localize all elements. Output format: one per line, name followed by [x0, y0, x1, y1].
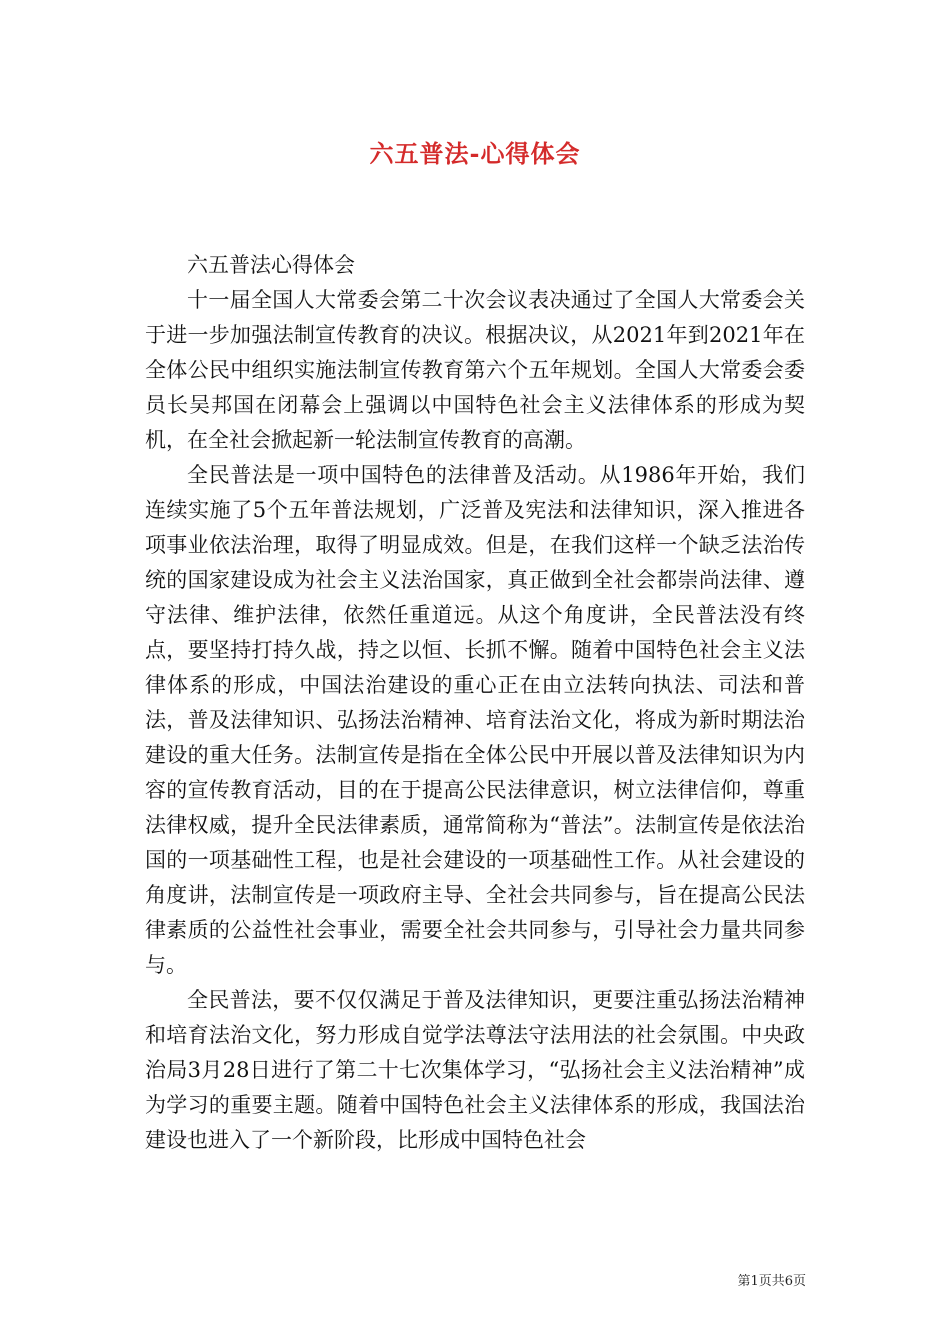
page-number: 第1页共6页: [737, 1274, 806, 1289]
paragraph-2: 全民普法是一项中国特色的法律普及活动。从1986年开始，我们连续实施了5个五年普法规划，广泛普及宪法和法律知识，深入推进各项事业依法治理，取得了明显成效。但是，在我们这样一个缺乏法治传统的国家建设成为社会主义法治国家，真正做到全社会都崇尚法律、遵守法律、维护法律，依然任重道远。从这个角度讲，全民普法没有终点，要坚持打持久战，持之以恒、长抓不懈。随着中国特色社会主义法律体系的形成，中国法治建设的重心正在由立法转向执法、司法和普法，普及法律知识、弘扬法治精神、培育法治文化，将成为新时期法治建设的重大任务。法制宣传是指在全体公民中开展以普及法律知识为内容的宣传教育活动，目的在于提高公民法律意识，树立法律信仰，尊重法律权威，提升全民法律素质，通常简称为“普法”。法制宣传是依法治国的一项基础性工程，也是社会建设的一项基础性工作。从社会建设的角度讲，法制宣传是一项政府主导、全社会共同参与，旨在提高公民法律素质的公益性社会事业，需要全社会共同参与，引导社会力量共同参与。: [145, 463, 805, 977]
paragraph-subtitle: 六五普法心得体会: [187, 253, 355, 277]
document-body: [145, 248, 805, 1158]
paragraph-1: 十一届全国人大常委会第二十次会议表决通过了全国人大常委会关于进一步加强法制宣传教育的决议。根据决议，从2021年到2021年在全体公民中组织实施法制宣传教育第六个五年规划。全国人大常委会委员长吴邦国在闭幕会上强调以中国特色社会主义法律体系的形成为契机，在全社会掀起新一轮法制宣传教育的高潮。: [145, 288, 805, 452]
paragraph-3: 全民普法，要不仅仅满足于普及法律知识，更要注重弘扬法治精神和培育法治文化，努力形成自觉学法尊法守法用法的社会氛围。中央政治局3月28日进行了第二十七次集体学习，“弘扬社会主义法治精神”成为学习的重要主题。随着中国特色社会主义法律体系的形成，我国法治建设也进入了一个新阶段，比形成中国特色社会: [145, 988, 805, 1152]
document-title: 六五普法-心得体会: [369, 139, 581, 168]
